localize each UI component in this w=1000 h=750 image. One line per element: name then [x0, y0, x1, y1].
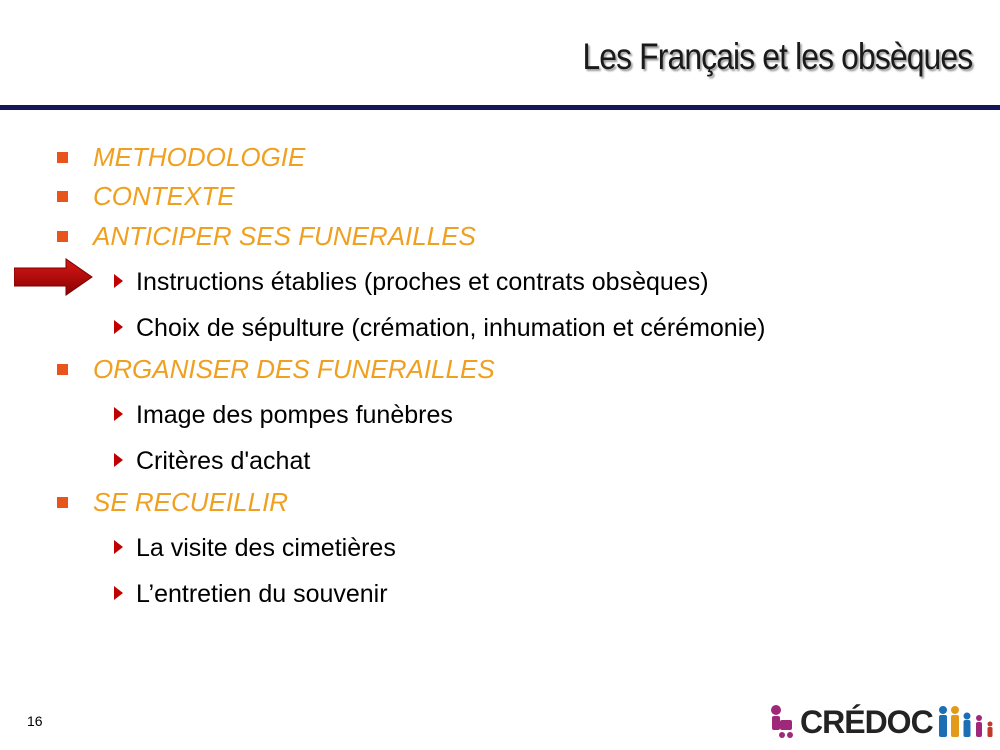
slide-title: Les Français et les obsèques [582, 36, 972, 77]
agenda-sub-criteres-achat [114, 443, 310, 479]
agenda-sub-label: Instructions établies (proches et contrats obsèques) [136, 268, 709, 296]
agenda-section-label: CONTEXTE [93, 181, 235, 211]
agenda-sub-image-pompes [114, 397, 453, 433]
square-bullet-icon [57, 152, 68, 163]
triangle-bullet-icon [114, 453, 123, 467]
agenda-section-methodologie [57, 139, 305, 175]
agenda-sub-label: Choix de sépulture (crémation, inhumation et cérémonie) [136, 314, 766, 342]
page-number: 16 [27, 713, 43, 729]
agenda-section-organiser [57, 351, 495, 387]
credoc-logo [766, 700, 995, 744]
current-item-arrow-icon [14, 258, 94, 296]
agenda-sub-visite-cimetieres [114, 530, 396, 566]
agenda-section-label: ORGANISER DES FUNERAILLES [93, 354, 495, 384]
agenda-sub-instructions [114, 264, 709, 300]
agenda-sub-choix-sepulture [114, 310, 765, 346]
agenda-sub-entretien-souvenir [114, 576, 388, 612]
agenda-section-label: ANTICIPER SES FUNERAILLES [93, 221, 476, 251]
triangle-bullet-icon [114, 586, 123, 600]
agenda-sub-label: L’entretien du souvenir [136, 580, 388, 608]
agenda-sub-label: Image des pompes funèbres [136, 401, 453, 429]
triangle-bullet-icon [114, 320, 123, 334]
agenda-section-anticiper [57, 218, 476, 254]
triangle-bullet-icon [114, 274, 123, 288]
agenda-section-contexte [57, 178, 235, 214]
square-bullet-icon [57, 497, 68, 508]
agenda-section-label: SE RECUEILLIR [93, 487, 289, 517]
triangle-bullet-icon [114, 540, 123, 554]
square-bullet-icon [57, 231, 68, 242]
square-bullet-icon [57, 364, 68, 375]
agenda-sub-label: Critères d'achat [136, 447, 311, 475]
agenda-sub-label: La visite des cimetières [136, 534, 396, 562]
logo-wordmark: CRÉDOC [800, 704, 933, 740]
triangle-bullet-icon [114, 407, 123, 421]
people-figures-icon [937, 702, 995, 742]
figure-with-stroller-icon [766, 702, 796, 742]
agenda-section-recueillir [57, 484, 288, 520]
square-bullet-icon [57, 191, 68, 202]
agenda-section-label: METHODOLOGIE [93, 142, 306, 172]
